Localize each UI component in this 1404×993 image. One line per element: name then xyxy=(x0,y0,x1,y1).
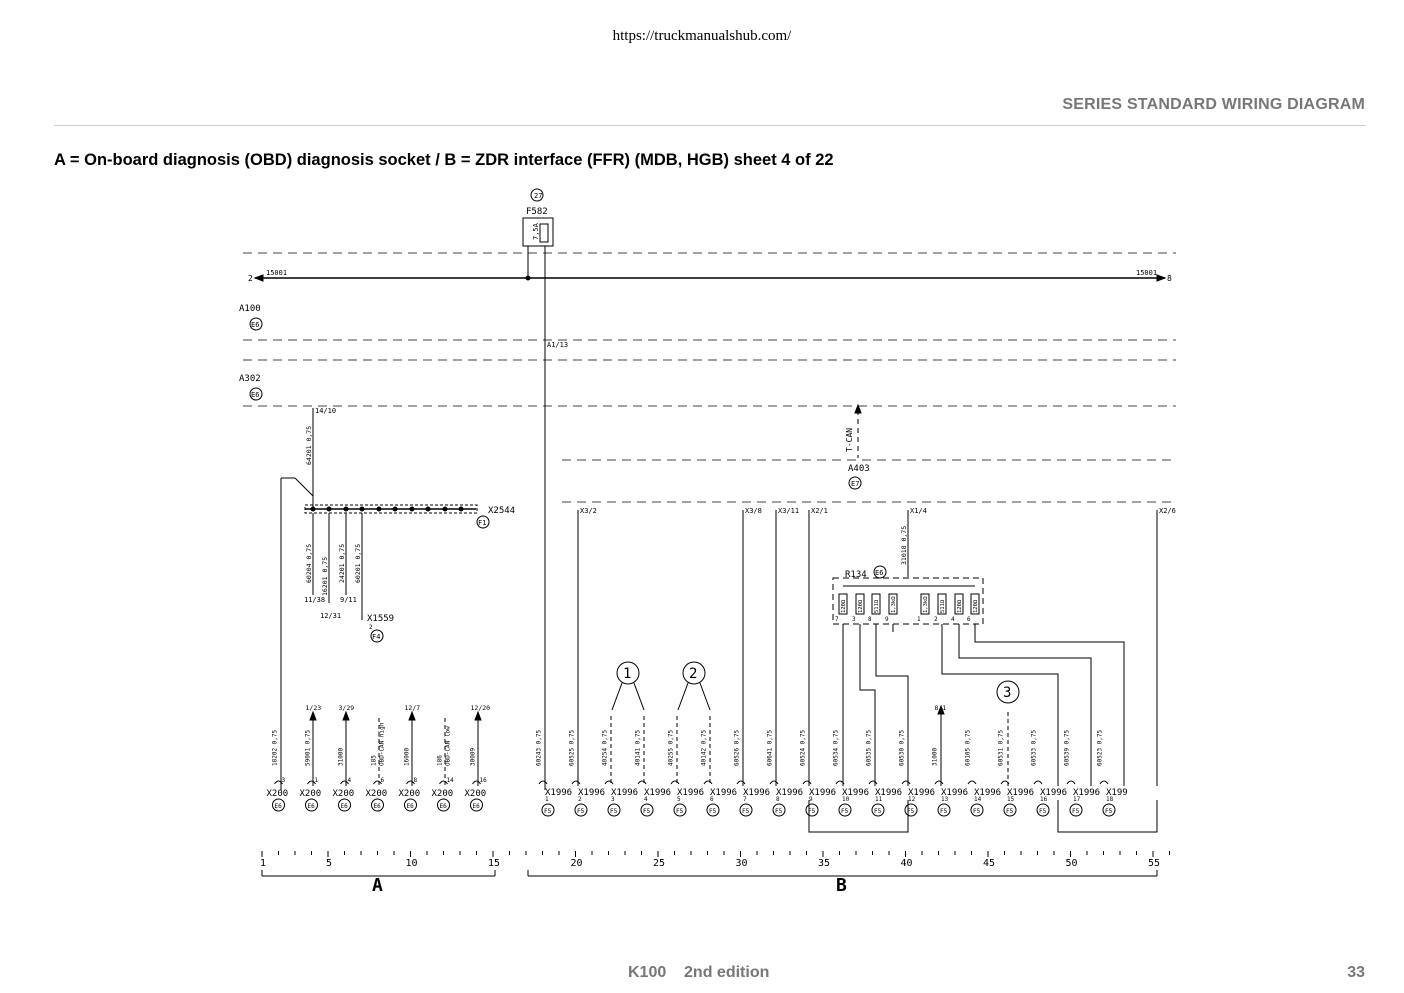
bus-right-no: 8 xyxy=(1167,274,1172,283)
r134-pin: 8 xyxy=(868,616,872,623)
pin-number: 18 xyxy=(1106,796,1114,803)
pin-number: 3 xyxy=(611,796,615,803)
module-x1559-grid: F4 xyxy=(372,633,381,641)
scale-number: 1 xyxy=(260,858,267,869)
resistor-value: 120Ω xyxy=(858,599,864,613)
obd-connector-pin xyxy=(267,729,289,811)
resistor-value: 511Ω xyxy=(940,599,946,613)
grid-ref: F5 xyxy=(709,808,717,815)
pin-x3-2: X3/2 xyxy=(580,507,597,515)
wire-31018: 31018 0,75 xyxy=(900,525,908,565)
connector-name: X1996 xyxy=(875,788,903,798)
x1996-connector-pin xyxy=(572,781,605,816)
wire-label: 60531 0,75 xyxy=(997,729,1005,766)
grid-ref: E6 xyxy=(373,803,381,810)
resistor-value: 120Ω xyxy=(841,599,847,613)
pin-number: 4 xyxy=(347,777,352,784)
wire-label: 31000 xyxy=(337,747,345,766)
bus-left-no: 2 xyxy=(248,274,253,283)
r134-resistors xyxy=(835,596,979,623)
resistor-value: 120Ω xyxy=(957,599,963,613)
source-url: https://truckmanualshub.com/ xyxy=(612,28,792,44)
wire-sublabel: OBD-CAN low xyxy=(444,726,452,766)
grid-ref: F5 xyxy=(643,808,651,815)
pin-number: 15 xyxy=(1007,796,1015,803)
pin-number: 3 xyxy=(281,777,286,784)
x1996-connector-pin xyxy=(737,781,770,816)
footer-model xyxy=(628,964,769,982)
grid-ref: E6 xyxy=(307,803,315,810)
connector-name: X1996 xyxy=(578,788,606,798)
pin-x1-4: X1/4 xyxy=(910,507,927,515)
x1996-connector-pin xyxy=(704,781,737,816)
module-a100: A100 xyxy=(239,304,261,314)
connector-name: X200 xyxy=(464,789,487,799)
x1996-connector-pin xyxy=(1067,781,1100,816)
module-a302: A302 xyxy=(239,374,261,384)
wire-label: 40255 0,75 xyxy=(667,729,675,766)
connector-name: X200 xyxy=(332,789,355,799)
resistor-value: 1,3kΩ xyxy=(923,596,929,613)
pin-number: 6 xyxy=(710,796,714,803)
x1996-connector-pin xyxy=(968,781,1001,816)
wire-label: 60523 0,75 xyxy=(1096,729,1104,766)
pin-number: 14 xyxy=(446,777,454,784)
wire-label: 40254 0,75 xyxy=(601,729,609,766)
module-boundaries xyxy=(243,253,1176,502)
grid-ref: F5 xyxy=(577,808,585,815)
wire-label: 31000 xyxy=(931,747,939,766)
x1996-connectors xyxy=(536,704,1128,816)
fuse-ref: 27 xyxy=(534,192,543,200)
connector-name: X1996 xyxy=(776,788,804,798)
pin-x3-8: X3/8 xyxy=(745,507,762,515)
wire-ref: 1/23 xyxy=(305,704,322,712)
pin-x2-6: X2/6 xyxy=(1159,507,1176,515)
x1996-connector-pin xyxy=(638,781,671,816)
resistor-value: 120Ω xyxy=(973,599,979,613)
obd-connector-pin xyxy=(432,726,455,811)
connector-name: X1996 xyxy=(842,788,870,798)
pin-number: 5 xyxy=(677,796,681,803)
module-r134-grid: E6 xyxy=(875,569,884,577)
wire-label: 60539 0,75 xyxy=(1063,729,1071,766)
pin-14-10: 14/10 xyxy=(315,407,337,415)
module-a403-grid: E7 xyxy=(851,480,860,488)
footer-model-text: K100 xyxy=(628,964,667,981)
wire-60204: 60204 0,75 xyxy=(305,543,313,583)
scale-number: 5 xyxy=(326,858,333,869)
pin-x2-1: X2/1 xyxy=(811,507,828,515)
section-header: SERIES STANDARD WIRING DIAGRAM xyxy=(1062,96,1365,113)
bus-left-wire: 15001 xyxy=(266,269,288,277)
module-a302-grid: E6 xyxy=(251,391,260,399)
callout-2: 2 xyxy=(689,666,698,682)
x1996-connector-pin xyxy=(1001,781,1034,816)
grid-ref: F5 xyxy=(874,808,882,815)
wire-label: 60105 0,75 xyxy=(964,729,972,766)
x1996-connector-pin xyxy=(902,781,935,816)
scale-number: 15 xyxy=(488,858,501,869)
grid-ref: F5 xyxy=(610,808,618,815)
fuse-rating: 7,5A xyxy=(532,223,540,240)
x1996-connector-pin xyxy=(539,781,572,816)
connector-name: X1996 xyxy=(644,788,672,798)
pin-number: 9 xyxy=(809,796,813,803)
connector-name: X1996 xyxy=(809,788,837,798)
pin-number: 17 xyxy=(1073,796,1081,803)
connector-name: X200 xyxy=(365,789,388,799)
pin-number: 16 xyxy=(479,777,487,784)
module-a403: A403 xyxy=(848,464,870,474)
x1996-connector-pin xyxy=(605,781,638,816)
fuse-name: F582 xyxy=(526,207,548,217)
wire-label: 60534 0,75 xyxy=(832,729,840,766)
x1996-connector-pin xyxy=(671,781,704,816)
scale-number: 30 xyxy=(735,858,748,869)
connector-name: X1996 xyxy=(677,788,705,798)
r134-pin: 7 xyxy=(835,616,839,623)
page-number: 33 xyxy=(1347,964,1365,981)
r134-pin: 4 xyxy=(951,616,955,623)
r134-pin: 3 xyxy=(852,616,856,623)
wire-ref: 8/1 xyxy=(934,704,947,712)
connector-name: X1996 xyxy=(710,788,738,798)
grid-ref: F5 xyxy=(676,808,684,815)
grid-ref: F5 xyxy=(1105,808,1113,815)
grid-ref: F5 xyxy=(775,808,783,815)
scale-number: 45 xyxy=(983,858,996,869)
wire-24201: 24201 0,75 xyxy=(338,543,346,583)
wire-ref: 12/7 xyxy=(404,704,421,712)
wire-label: 60524 0,75 xyxy=(799,729,807,766)
x1996-connector-pin xyxy=(1100,781,1128,816)
pin-number: 1 xyxy=(314,777,319,784)
grid-ref: F5 xyxy=(1039,808,1047,815)
x1996-connector-pin xyxy=(770,781,803,816)
pin-number: 2 xyxy=(578,796,582,803)
wire-label: 60535 0,75 xyxy=(865,729,873,766)
wire-label: 60243 0,75 xyxy=(535,729,543,766)
obd-connectors xyxy=(267,704,491,811)
pin-number: 10 xyxy=(842,796,850,803)
obd-connector-pin xyxy=(366,722,388,811)
wire-label: 18202 0,75 xyxy=(271,729,279,766)
wire-label: 59001 0,75 xyxy=(304,729,312,766)
splice-ref: 9/11 xyxy=(340,596,357,604)
grid-ref: E6 xyxy=(439,803,447,810)
scale-number: 50 xyxy=(1065,858,1078,869)
pin-number: 12 xyxy=(908,796,916,803)
connector-name: X1996 xyxy=(743,788,771,798)
connector-name: X1996 xyxy=(908,788,936,798)
r134-pin: 2 xyxy=(934,616,938,623)
scale-number: 10 xyxy=(405,858,418,869)
wire-label: 186 xyxy=(436,755,444,766)
scale-number: 20 xyxy=(570,858,583,869)
wire-label: 40141 0,75 xyxy=(634,729,642,766)
wire-label: 60530 0,75 xyxy=(898,729,906,766)
pin-number: 6 xyxy=(380,777,385,784)
resistor-value: 511Ω xyxy=(874,599,880,613)
wire-label: 60641 0,75 xyxy=(766,729,774,766)
grid-ref: E6 xyxy=(472,803,480,810)
pin-number: 4 xyxy=(644,796,648,803)
grid-ref: F5 xyxy=(1072,808,1080,815)
wire-label: 30009 xyxy=(469,747,477,766)
pin-number: 11 xyxy=(875,796,883,803)
wire-label: 40142 0,75 xyxy=(700,729,708,766)
wire-sublabel: OBD-CAN high xyxy=(378,722,386,766)
pin-number: 7 xyxy=(743,796,747,803)
connector-name: X1996 xyxy=(1073,788,1101,798)
connector-name: X1996 xyxy=(545,788,573,798)
x1996-connector-pin xyxy=(1034,781,1067,816)
r134-pin: 9 xyxy=(885,616,889,623)
connector-name: X1996 xyxy=(1007,788,1035,798)
callout-3: 3 xyxy=(1003,685,1012,701)
pin-number: 1 xyxy=(545,796,549,803)
connector-name: X199 xyxy=(1106,788,1128,798)
pin-number: 13 xyxy=(941,796,949,803)
connector-name: X200 xyxy=(398,789,421,799)
module-x1559-pin: 2 xyxy=(369,624,373,631)
section-b-label: B xyxy=(836,875,847,896)
tcan-label: T-CAN xyxy=(845,427,854,452)
resistor-value: 1,3kΩ xyxy=(891,596,897,613)
connector-name: X200 xyxy=(266,789,289,799)
wire-label: 60526 0,75 xyxy=(733,729,741,766)
footer-edition: 2nd edition xyxy=(684,964,770,981)
connector-name: X1996 xyxy=(611,788,639,798)
scale-number: 55 xyxy=(1148,858,1161,869)
wire-60201: 60201 0,75 xyxy=(354,543,362,583)
r134-pin: 6 xyxy=(967,616,971,623)
connector-name: X200 xyxy=(299,789,322,799)
splice-ref: 12/31 xyxy=(320,612,342,620)
wire-label: 60533 0,75 xyxy=(1030,729,1038,766)
scale-number: 40 xyxy=(900,858,913,869)
connector-name: X200 xyxy=(431,789,454,799)
scale-number: 35 xyxy=(818,858,831,869)
bus-right-wire: 15001 xyxy=(1136,269,1158,277)
x1996-connector-pin xyxy=(935,781,968,816)
wire-label: 16000 xyxy=(403,747,411,766)
grid-ref: F5 xyxy=(841,808,849,815)
module-x2544-grid: F1 xyxy=(478,519,487,527)
wire-ref: 12/20 xyxy=(470,704,491,712)
grid-ref: F5 xyxy=(808,808,816,815)
grid-ref: F5 xyxy=(907,808,915,815)
section-a-label: A xyxy=(372,875,383,896)
grid-ref: F5 xyxy=(940,808,948,815)
pin-a1-13: A1/13 xyxy=(547,341,569,349)
pin-number: 8 xyxy=(776,796,780,803)
wire-label: 60525 0,75 xyxy=(568,729,576,766)
scale-ticks xyxy=(262,851,1170,857)
module-x2544: X2544 xyxy=(488,506,516,516)
wire-ref: 3/29 xyxy=(338,704,355,712)
grid-ref: E6 xyxy=(274,803,282,810)
grid-ref: F5 xyxy=(1006,808,1014,815)
grid-ref: F5 xyxy=(973,808,981,815)
scale-numbers xyxy=(260,858,1160,869)
module-r134: R134 xyxy=(845,570,867,580)
splice-ref: 11/38 xyxy=(304,596,326,604)
pin-x3-11: X3/11 xyxy=(778,507,800,515)
grid-ref: F5 xyxy=(544,808,552,815)
grid-ref: E6 xyxy=(406,803,414,810)
pin-number: 8 xyxy=(413,777,418,784)
x1996-connector-pin xyxy=(803,781,836,816)
pin-number: 16 xyxy=(1040,796,1048,803)
connector-name: X1996 xyxy=(941,788,969,798)
wire-label: 185 xyxy=(370,755,378,766)
scale-number: 25 xyxy=(653,858,666,869)
callout-1: 1 xyxy=(623,666,632,682)
x1996-connector-pin xyxy=(836,781,869,816)
grid-ref: E6 xyxy=(340,803,348,810)
wire-16201: 16201 0,75 xyxy=(321,556,329,596)
module-a100-grid: E6 xyxy=(251,321,260,329)
x1996-connector-pin xyxy=(869,781,902,816)
grid-ref: F5 xyxy=(742,808,750,815)
connector-name: X1996 xyxy=(974,788,1002,798)
pin-number: 14 xyxy=(974,796,982,803)
wire-64201: 64201 0,75 xyxy=(305,425,313,465)
connector-name: X1996 xyxy=(1040,788,1068,798)
r134-pin: 1 xyxy=(917,616,921,623)
module-x1559: X1559 xyxy=(367,614,395,624)
page-title: A = On-board diagnosis (OBD) diagnosis socket / B = ZDR interface (FFR) (MDB, HGB) sheet 4 of 22 xyxy=(54,151,834,169)
